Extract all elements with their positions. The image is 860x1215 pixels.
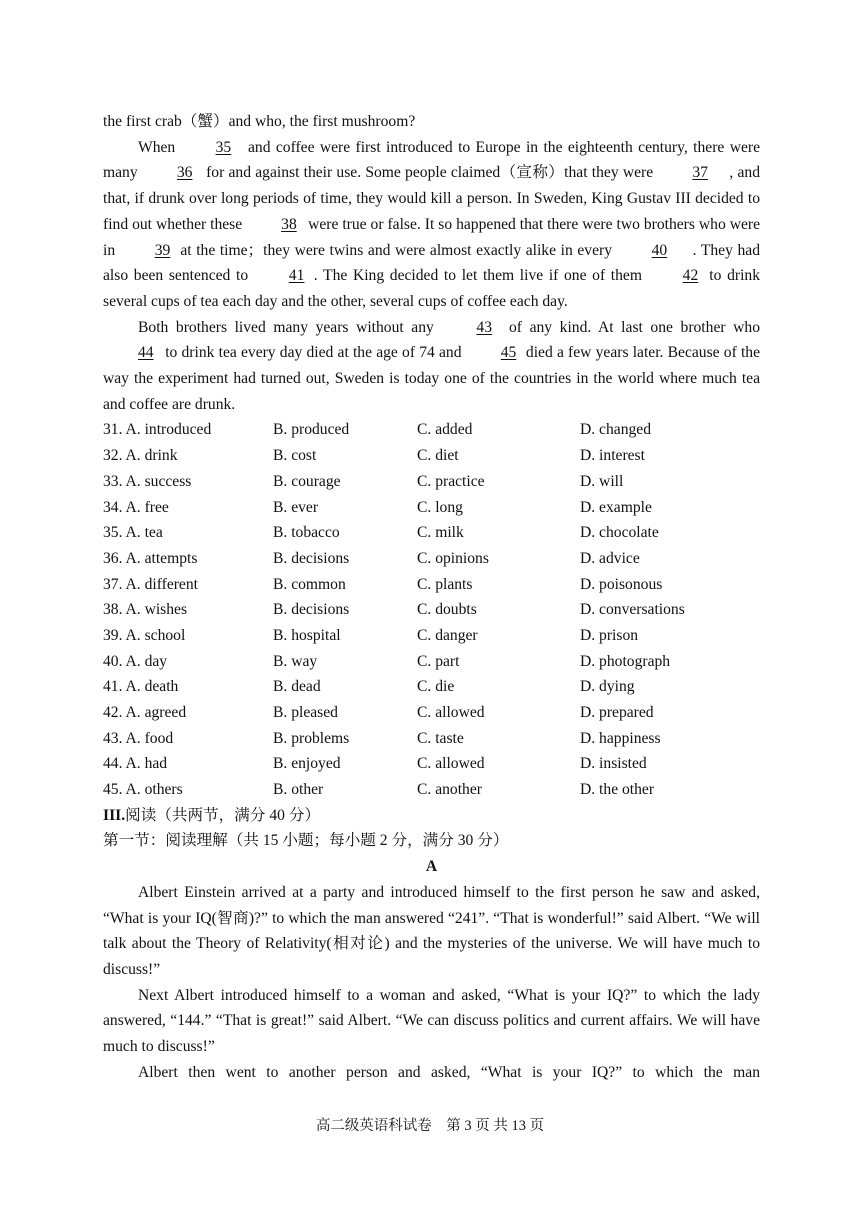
option-row-34: 34. A. free B. ever C. long D. example	[103, 498, 652, 516]
option-row-38: 38. A. wishes B. decisions C. doubts D. conversations	[103, 601, 685, 619]
option-row-42: 42. A. agreed B. pleased C. allowed D. prepared	[103, 704, 654, 721]
section-heading: III.阅读（共两节，满分 40 分）	[103, 806, 321, 824]
passage-label: A	[425, 858, 438, 876]
option-row-36: 36. A. attempts B. decisions C. opinions D. advice	[103, 549, 640, 567]
blank-35: 35	[215, 138, 232, 156]
passage-paragraph-2: Both brothers lived many years without any 43 of any kind. At last one brother who 44 to drink tea every day died at the age of 74 and 45 died a few years later. Because of the way the experiment had turned out, Sweden is today one of the countries in the world where much tea and coffee are drunk.	[103, 315, 760, 418]
blank-42: 42	[682, 267, 699, 285]
blank-36: 36	[176, 164, 193, 182]
blank-38: 38	[281, 215, 297, 233]
reading-a-paragraph-3: Albert then went to another person and asked, “What is your IQ?” to which the man	[138, 1063, 760, 1081]
option-row-44: 44. A. had B. enjoyed C. allowed D. insisted	[103, 755, 647, 773]
blank-39: 39	[154, 241, 171, 259]
blank-40: 40	[651, 241, 668, 259]
option-row-37: 37. A. different B. common C. plants D. poisonous	[103, 575, 663, 593]
blank-45: 45	[500, 344, 517, 362]
page-footer: 高二级英语科试卷 第 3 页 共 13 页	[315, 1118, 545, 1134]
blank-37: 37	[692, 164, 708, 182]
passage-paragraph-1: When 35 and coffee were first introduced to Europe in the eighteenth century, there were many 36 for and against their use. Some people claimed（宣称）that they were 37 , and that, if drunk over long periods of time, they would kill a person. In Sweden, King Gustav III decided to find out whether these 38 were true or false. It so happened that there were two brothers who were in 39 at the time；they were twins and were almost exactly alike in every 40 . They had also been sentenced to 41 . The King decided to let them live if one of them 42 to drink several cups of tea each day and the other, several cups of coffee each day.	[103, 135, 760, 315]
reading-a-paragraph-2: Next Albert introduced himself to a woman and asked, “What is your IQ?” to which the lady answered, “144.” “That is great!” said Albert. “We can discuss politics and current affairs. We will have much to discuss!”	[103, 986, 760, 1056]
option-row-31: 31. A. introduced B. produced C. added D. changed	[103, 421, 652, 439]
section-part-1: 第一节：阅读理解（共 15 小题；每小题 2 分，满分 30 分）	[103, 832, 509, 850]
option-row-39: 39. A. school B. hospital C. danger D. prison	[103, 626, 639, 644]
option-row-33: 33. A. success B. courage C. practice D. will	[103, 472, 624, 490]
option-row-35: 35. A. tea B. tobacco C. milk D. chocolate	[103, 524, 659, 542]
reading-a-paragraph-1: Albert Einstein arrived at a party and introduced himself to the first person he saw and asked, “What is your IQ(智商)?” to which the man answered “241”. “That is wonderful!” said Albert. “We will talk about the Theory of Relativity(相对论) and the mysteries of the universe. We will have much to discuss!”	[103, 883, 760, 978]
passage-line-continuation: the first crab（蟹）and who, the first mushroom?	[103, 113, 416, 130]
option-row-40: 40. A. day B. way C. part D. photograph	[103, 652, 671, 670]
option-row-43: 43. A. food B. problems C. taste D. happiness	[103, 729, 661, 747]
option-row-45: 45. A. others B. other C. another D. the other	[103, 781, 655, 799]
options-list	[103, 417, 760, 802]
blank-41: 41	[288, 267, 305, 285]
blank-43: 43	[476, 318, 492, 336]
option-row-41: 41. A. death B. dead C. die D. dying	[103, 678, 635, 696]
page-content	[103, 109, 760, 1085]
blank-44: 44	[138, 344, 154, 362]
option-row-32: 32. A. drink B. cost C. diet D. interest	[103, 447, 645, 465]
